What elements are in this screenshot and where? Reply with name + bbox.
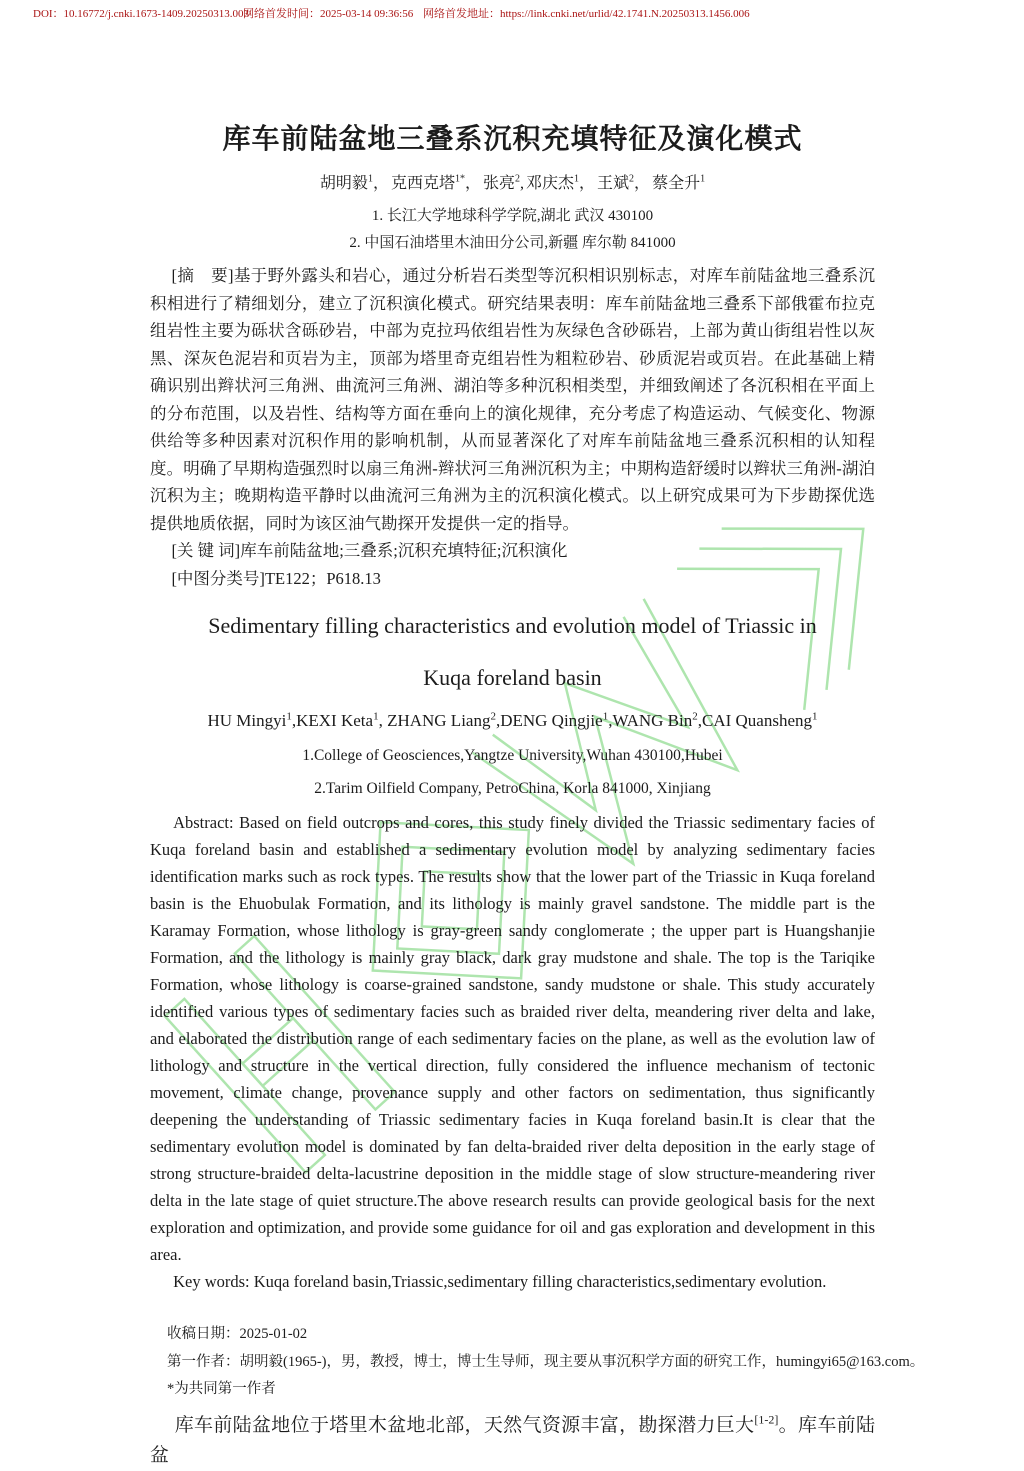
author-name: CAI Quansheng [702,711,813,730]
abstract-label-zh: [摘 要] [171,266,234,285]
intro-text: 库车前陆盆地位于塔里木盆地北部，天然气资源丰富，勘探潜力巨大 [174,1414,755,1436]
author-name: WANG Bin [612,711,693,730]
author-separator: , [378,711,388,730]
author-sup: 2 [629,173,635,185]
doi-text: DOI：10.16772/j.cnki.1673-1409.20250313.003 [33,8,250,20]
author-en [207,711,296,730]
author-separator: ， [579,175,598,192]
paper-title-en-line2: Kuqa foreland basin [423,665,602,690]
author-en [500,711,612,730]
online-publish-time: 网络首发时间：2025-03-14 09:36:56 [243,8,414,20]
keywords-zh [150,537,875,565]
author-name: DENG Qingjie [500,711,603,730]
authors-line-zh [150,172,875,196]
author-en [612,711,702,730]
affiliations-en [150,739,875,805]
clc-text: TE122；P618.13 [264,568,381,588]
author-separator: , [697,711,702,730]
author-separator: , [608,711,613,730]
intro-paragraph [150,1411,875,1471]
affiliations-zh [150,203,875,257]
intro-text: 。库车前陆盆 [150,1414,875,1466]
author-zh [320,175,391,192]
author-name: 张亮 [482,175,515,192]
author-name: 邓庆杰 [526,175,575,192]
keywords-en: Key words: Kuqa foreland basin,Triassic,sedimentary filling characteristics,sedimentary evolution. [173,1272,827,1291]
author-separator: ， [372,175,391,192]
author-sup: 1 [367,173,373,185]
clc-label: [中图分类号] [171,568,265,588]
abstract-text-zh: 基于野外露头和岩心，通过分析岩石类型等沉积相识别标志，对库车前陆盆地三叠系沉积相进行了精细划分，建立了沉积演化模式。研究结果表明：库车前陆盆地三叠系下部俄霍布拉克组岩性主要为砾状含砾砂岩，中部为克拉玛依组岩性为灰绿色含砂砾岩，上部为黄山街组岩性以灰黑、深灰色泥岩和页岩为主，顶部为塔里奇克组岩性为粗粒砂岩、砂质泥岩或页岩。在此基础上精确识别出辫状河三角洲、曲流河三角洲、湖泊等多种沉积相类型，并细致阐述了各沉积相在平面上的分布范围，以及岩性、结构等方面在垂向上的演化规律，充分考虑了构造运动、气候变化、物源供给等多种因素对沉积作用的影响机制，从而显著深化了对库车前陆盆地三叠系沉积相的认知程度。明确了早期构造强烈时以扇三角洲-辫状河三角洲沉积为主；中期构造舒缓时以辫状三角洲-湖泊沉积为主；晚期构造平静时以曲流河三角洲为主的沉积演化模式。以上研究成果可为下步勘探优选提供地质依据，同时为该区油气勘探开发提供一定的指导。 [150,266,876,533]
online-publish-url: 网络首发地址：https://link.cnki.net/urlid/42.1741.N.20250313.1456.006 [423,8,750,20]
author-name: 胡明毅 [319,175,368,192]
author-sup: 1* [454,173,465,185]
footnote-block [150,1321,925,1404]
author-en [387,711,500,730]
author-sup: 1 [574,173,580,185]
authors-line-en [150,706,875,736]
paper-title-en-line1: Sedimentary filling characteristics and evolution model of Triassic in [208,613,817,638]
author-name: ZHANG Liang [387,711,491,730]
author-sup: 1 [812,710,818,723]
author-sup: 1 [602,710,609,723]
paper-title-en [150,600,875,704]
first-author-note: 第一作者：胡明毅(1965-)，男，教授，博士，博士生导师，现主要从事沉积学方面的研究工作，humingyi65@163.com。 [167,1353,925,1370]
author-zh [652,175,705,192]
author-zh [483,175,526,192]
received-date: 收稿日期：2025-01-02 [167,1326,308,1342]
co-first-author-note: *为共同第一作者 [167,1381,276,1397]
affiliation-zh: 1. 长江大学地球科学学院,湖北 武汉 430100 [371,208,654,224]
author-sup: 2 [692,710,698,723]
affiliation-zh: 2. 中国石油塔里木油田分公司,新疆 库尔勒 841000 [349,235,676,251]
article-content [150,0,925,1471]
author-separator: ， [634,175,653,192]
keywords-text-zh: 库车前陆盆地;三叠系;沉积充填特征;沉积演化 [240,541,568,560]
author-en [702,711,818,730]
author-sup: 2 [490,710,496,723]
author-sup: 1 [700,173,706,185]
clc-number [150,565,875,593]
author-name: 蔡全升 [652,175,701,192]
author-name: KEXI Keta [296,711,374,730]
author-name: 克西克塔 [390,175,455,192]
author-zh [597,175,652,192]
author-sup: 1 [286,710,292,723]
author-zh [391,175,483,192]
author-separator: , [520,175,526,192]
citation-sup: [1-2] [754,1412,779,1427]
affiliation-en: 1.College of Geosciences,Yangtze University,Wuhan 430100,Hubei [302,747,723,764]
keywords-label-zh: [关 键 词] [171,541,241,560]
paper-title-zh: 库车前陆盆地三叠系沉积充填特征及演化模式 [222,123,803,154]
author-separator: , [495,711,501,730]
abstract-zh [150,262,875,537]
author-separator: ， [464,175,483,192]
author-name: 王斌 [597,175,630,192]
author-zh [526,175,597,192]
author-en [296,711,387,730]
affiliation-en: 2.Tarim Oilfield Company, PetroChina, Korla 841000, Xinjiang [314,780,711,797]
author-sup: 2 [515,173,520,185]
abstract-en: Abstract: Based on field outcrops and cores, this study finely divided the Triassic sedimentary facies of Kuqa foreland basin and established a sedimentary evolution model by analyzing sedimentary facies identification marks such as rock types. The results show that the lower part of the Triassic in Kuqa foreland basin is the Ehuobulak Formation, and its lithology is mainly gravel sandstone. The middle part is the Karamay Formation, whose lithology is gray-green sandy conglomerate ; the upper part is Huangshanjie Formation, and the lithology is mainly gray black, dark gray mudstone and shale. The top is the Tariqike Formation, whose lithology is coarse-grained sandstone, sandy mudstone or shale. This study accurately identified various types of sedimentary facies such as braided river delta, meandering river delta and lake, and elaborated the distribution range of each sedimentary facies on the plane, as well as the evolution law of lithology and structure in the vertical direction, fully considered the influence mechanism of tectonic movement, climate change, provenance supply and other factors on sedimentation, thus significantly deepening the understanding of Triassic sedimentary facies in Kuqa foreland basin.It is clear that the sedimentary evolution model is dominated by fan delta-braided river delta deposition in the early stage of strong structure-braided delta-lacustrine deposition in the middle stage of slow structure-meandering river delta in the late stage of quiet structure.The above research results can provide geological basis for the next exploration and optimization, and provide some guidance for oil and gas exploration and development in this area. [150,813,875,1264]
author-sup: 1 [373,710,379,723]
author-name: HU Mingyi [207,711,287,730]
author-separator: , [291,711,297,730]
